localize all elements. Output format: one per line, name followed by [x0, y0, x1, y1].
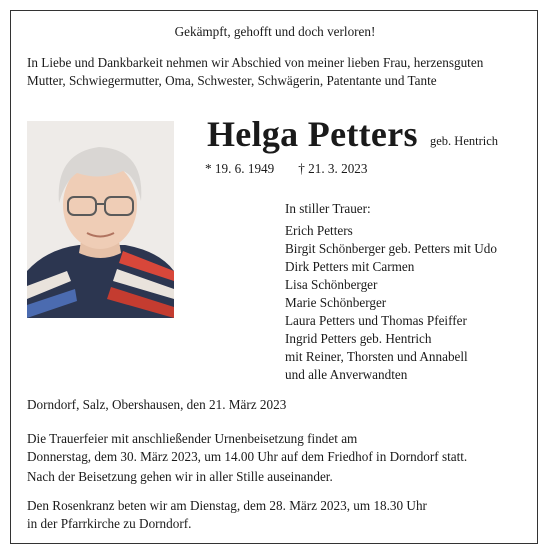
- death-date: † 21. 3. 2023: [298, 161, 368, 176]
- mourner-name: Marie Schönberger: [285, 295, 387, 310]
- intro-text: [27, 54, 483, 90]
- mourner-name: mit Reiner, Thorsten und Annabell: [285, 349, 468, 364]
- mourners-list: [285, 200, 497, 384]
- mourner-name: und alle Anverwandten: [285, 367, 408, 382]
- life-dates: [205, 160, 367, 178]
- mourner-name: Ingrid Petters geb. Hentrich: [285, 331, 432, 346]
- mourner-name: Birgit Schönberger geb. Petters mit Udo: [285, 241, 497, 256]
- portrait-illustration: [27, 121, 174, 318]
- birth-date: * 19. 6. 1949: [205, 161, 275, 176]
- mourner-name: Lisa Schönberger: [285, 277, 378, 292]
- burial-note: Nach der Beisetzung gehen wir in aller Stille auseinander.: [27, 469, 333, 484]
- funeral-info: [27, 430, 467, 466]
- mourners-heading: In stiller Trauer:: [285, 201, 371, 216]
- mourner-name: Erich Petters: [285, 223, 353, 238]
- funeral-line: Donnerstag, dem 30. März 2023, um 14.00 Uhr auf dem Friedhof in Dorndorf statt.: [27, 449, 468, 464]
- mourner-name: Laura Petters und Thomas Pfeiffer: [285, 313, 467, 328]
- intro-line: Mutter, Schwiegermutter, Oma, Schwester, Schwägerin, Patentante und Tante: [27, 73, 437, 88]
- intro-line: In Liebe und Dankbarkeit nehmen wir Abschied von meiner lieben Frau, herzensguten: [27, 55, 484, 70]
- birth-name: geb. Hentrich: [430, 134, 499, 148]
- motto: Gekämpft, gehofft und doch verloren!: [174, 24, 376, 39]
- deceased-name: Helga Petters: [207, 114, 418, 154]
- portrait-photo: [27, 121, 174, 318]
- rosary-line: in der Pfarrkirche zu Dorndorf.: [27, 516, 192, 531]
- mourner-name: Dirk Petters mit Carmen: [285, 259, 415, 274]
- rosary-line: Den Rosenkranz beten wir am Dienstag, dem 28. März 2023, um 18.30 Uhr: [27, 498, 427, 513]
- rosary-info: [27, 497, 427, 533]
- place-and-date: Dorndorf, Salz, Obershausen, den 21. März 2023: [27, 397, 287, 412]
- funeral-line: Die Trauerfeier mit anschließender Urnenbeisetzung findet am: [27, 431, 358, 446]
